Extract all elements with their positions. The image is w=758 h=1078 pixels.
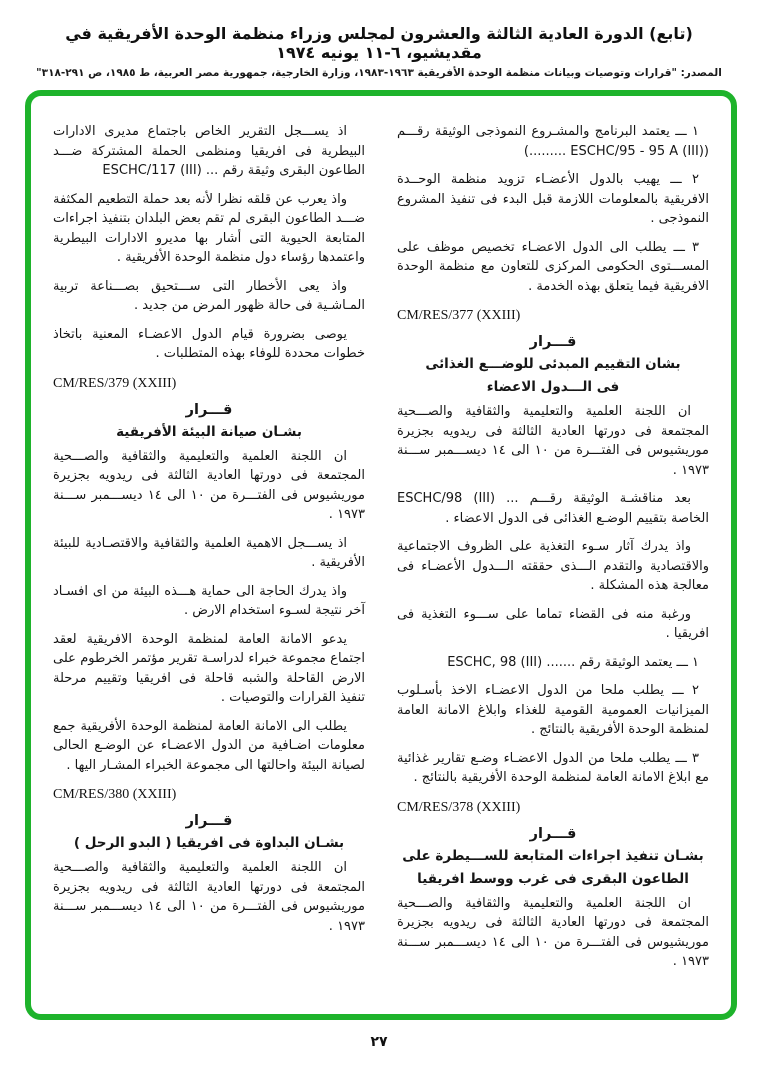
resolution-code: CM/RES/380 (XXIII) <box>53 787 177 802</box>
resolutions-border-box <box>25 90 737 1020</box>
body-paragraph: واذ يدرك الحاجة الى حماية هـــذه البيئة من اى افسـاد آخر نتيجة لسـوء استخدام الارض . <box>53 583 365 618</box>
resolution-code: CM/RES/377 (XXIII) <box>397 308 521 323</box>
resolution-subtitle: بشـان البداوة فى افريقيا ( البدو الرحل ) <box>73 835 345 851</box>
body-paragraph: ان اللجنة العلمية والتعليمية والثقافية والصـــحية المجتمعة فى دورتها العادية الثالثة فى ريدويه بجزيرة موريشيوس فى الفتـــرة من ١٠ الى ١٤ ديســـمبر ســـنة ١٩٧٣ . <box>397 895 709 969</box>
body-paragraph: واذ يدرك آثار سـوء التغذية على الظروف الاجتماعية والاقتصادية والتقدم الـــذى حققته الـــدول الأعضـاء فى معالجة هذه المشكلة . <box>397 539 709 593</box>
body-paragraph: اذ يســـجل الاهمية العلمية والثقافية والاقتصـادية للبيئة الأفريقية . <box>53 535 365 570</box>
body-paragraph: يدعو الامانة العامة لمنظمة الوحدة الافريقية لعقد اجتماع مجموعة خبراء لدراسـة تقرير مؤتمر الخرطوم على الارض القاحلة والشبه قاحلة فى افريقيا وتقييم مرحلة تنفيذ القرارات والتوصيات . <box>53 631 365 705</box>
body-paragraph: واذ يعرب عن قلقه نظرا لأنه بعد حملة التطعيم المكثفة ضـــد الطاعون البقرى لم تقم بعض البلدان بتنفيذ اجراءات المتابعة الحيوية التى أشار بها مديرو الادارات البيطرية واعتمدها رؤساء دول منظمة الوحدة الأفريقية . <box>53 191 365 265</box>
resolution-code: CM/RES/379 (XXIII) <box>53 375 177 391</box>
column-left <box>47 122 371 1002</box>
numbered-clause: ٢ ـــ يهيب بالدول الأعضـاء تزويد منظمة الوحــدة الافريقية بالمعلومات اللازمة قبل البدء فى تنفيذ المشروع النموذجى . <box>397 172 709 226</box>
page-header <box>0 24 758 79</box>
body-paragraph: يوصى بضرورة قيام الدول الاعضـاء المعنية باتخاذ خطوات محددة للوفاء بهذه المتطلبات . <box>53 326 365 361</box>
page-number: ٢٧ <box>370 1034 388 1050</box>
numbered-clause: ٣ ـــ يطلب الى الدول الاعضـاء تخصيص موظف على المســـتوى الحكومى المركزى للتعاون مع منظمة الوحدة الافريقية فيما يتعلق بهذه الخدمة . <box>397 239 709 294</box>
resolution-subtitle: بشان التقييم المبدئى للوضـــع الغذائى <box>425 356 681 372</box>
numbered-clause: ١ ـــ يعتمد البرنامج والمشـروع النموذجى الوثيقة رقـــم (ESCHC/95 - 95 A (III) .........) <box>397 124 709 159</box>
numbered-clause: ٢ ـــ يطلب ملحا من الدول الاعضـاء الاخذ بأسـلوب الميزانيات العمومية القومية للغذاء وابلاغ الامانة العامة لمنظمة الوحدة الأفريقية بالنتائج . <box>397 683 709 737</box>
source-citation: المصدر: "قرارات وتوصيات وبيانات منظمة الوحدة الأفريقية ١٩٦٣-١٩٨٣، وزارة الخارجية، جمهورية مصر العربية، ط ١٩٨٥، ص ٢٩١-٣١٨" <box>36 67 722 79</box>
body-paragraph: ان اللجنة العلمية والتعليمية والثقافية والصـــحية المجتمعة فى دورتها العادية الثالثة فى ريدويه بجزيرة موريشيوس فى الفتـــرة من ١٠ الى ١٤ ديســـمبر ســـنة ١٩٧٣ . <box>397 404 709 478</box>
body-paragraph: بعد مناقشـة الوثيقة رقـــم ... ESCHC/98 (III) الخاصة بتقييم الوضـع الغذائى فى الدول الاعضاء . <box>397 491 709 526</box>
resolution-heading: قـــرار <box>185 401 233 418</box>
resolution-subtitle: فى الـــدول الاعضاء <box>486 379 620 395</box>
resolution-code: CM/RES/378 (XXIII) <box>397 799 521 815</box>
body-paragraph: يطلب الى الامانة العامة لمنظمة الوحدة الأفريقية جمع معلومات اضـافية من الدول الاعضـاء عن الوضـع الحالى لصيانة البيئة واحالتها الى مجموعة الخبراء المشـار اليها . <box>53 718 365 773</box>
column-right <box>391 122 715 1002</box>
numbered-clause: ٣ ـــ يطلب ملحا من الدول الاعضـاء وضـع تقارير غذائية مع ابلاغ الامانة العامة لمنظمة الوحدة الأفريقية بالنتائج . <box>397 750 709 785</box>
body-paragraph: ان اللجنة العلمية والتعليمية والثقافية والصـــحية المجتمعة فى دورتها العادية الثالثة فى ريدويه بجزيرة موريشيوس فى الفتـــرة من ١٠ الى ١٤ ديســـمبر ســـنة ١٩٧٣ . <box>53 860 365 934</box>
resolution-heading: قـــرار <box>529 825 577 842</box>
resolution-heading: قـــرار <box>529 334 577 350</box>
numbered-clause: ١ ـــ يعتمد الوثيقة رقم ....... ESCHC, 98 (III) <box>447 654 699 670</box>
body-paragraph: اذ يســـجل التقرير الخاص باجتماع مديرى الادارات البيطرية فى افريقيا ومنظمى الحملة المشتركة ضـــد الطاعون البقرى وثيقة رقم ... ESCHC/117 (III) <box>53 124 365 178</box>
body-paragraph: ورغبة منه فى القضاء تماما على ســـوء التغذية فى افريقيا . <box>397 606 709 641</box>
session-title: (تابع) الدورة العادية الثالثة والعشرون لمجلس وزراء منظمة الوحدة الأفريقية في مقديشيو، ٦-١١ يونيه ١٩٧٤ <box>65 24 693 62</box>
body-paragraph: ان اللجنة العلمية والتعليمية والثقافية والصـــحية المجتمعة فى دورتها العادية الثالثة فى ريدويه بجزيرة موريشيوس فى الفتـــرة من ١٠ الى ١٤ ديســـمبر ســـنة ١٩٧٣ . <box>53 448 365 522</box>
resolution-subtitle: بشـان صيانة البيئة الأفريقية <box>116 423 302 440</box>
resolution-heading: قـــرار <box>185 813 233 829</box>
two-column-layout <box>47 122 715 1002</box>
resolution-subtitle: الطاعون البقرى فى غرب ووسط افريقيا <box>417 870 689 887</box>
body-paragraph: واذ يعى الأخطار التى ســـتحيق بصـــناعة تربية المـاشـية فى حالة ظهور المرض من جديد . <box>53 278 365 313</box>
resolution-subtitle: بشـان تنفيذ اجراءات المتابعة للســـيطرة على <box>402 847 704 864</box>
